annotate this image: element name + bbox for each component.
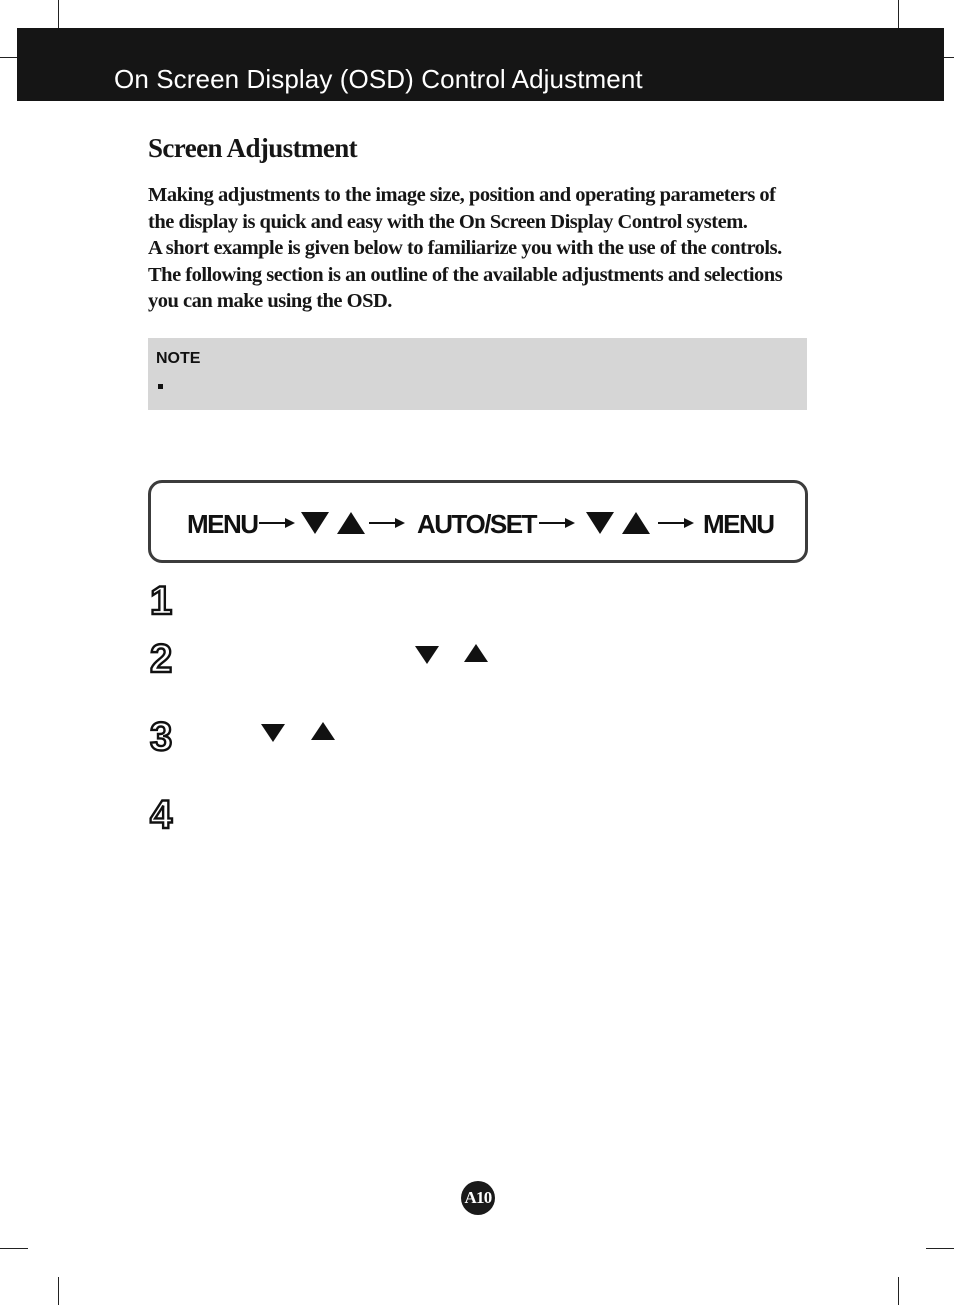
down-triangle-icon	[301, 512, 329, 534]
svg-text:2: 2	[150, 637, 173, 680]
section-title: Screen Adjustment	[148, 133, 358, 163]
crop-mark	[58, 1277, 59, 1305]
step-number-4	[148, 792, 188, 841]
up-triangle-icon	[337, 512, 365, 534]
step-number-1	[148, 578, 188, 627]
down-triangle-icon	[586, 512, 614, 534]
svg-text:3: 3	[150, 715, 173, 758]
down-triangle-icon	[415, 646, 439, 664]
menu-key-label: MENU	[187, 509, 258, 539]
svg-text:4: 4	[150, 793, 173, 836]
menu-key-label: MENU	[703, 509, 774, 539]
step-number-3	[148, 714, 188, 763]
crop-mark	[58, 0, 59, 28]
note-box	[148, 338, 807, 410]
intro-line: Making adjustments to the image size, position and operating parameters of	[148, 184, 776, 206]
intro-line: you can make using the OSD.	[148, 290, 392, 312]
page-title: On Screen Display (OSD) Control Adjustment	[114, 64, 643, 94]
crop-mark	[898, 1277, 899, 1305]
intro-line: A short example is given below to familiarize you with the use of the controls.	[148, 237, 782, 259]
arrow-right-icon	[539, 517, 575, 529]
arrow-right-icon	[259, 517, 295, 529]
intro-paragraph	[148, 182, 818, 315]
note-label: NOTE	[156, 350, 201, 367]
up-triangle-icon	[464, 644, 488, 662]
crop-mark	[0, 1248, 28, 1249]
bullet-icon	[158, 384, 163, 389]
down-triangle-icon	[261, 724, 285, 742]
crop-mark	[898, 0, 899, 28]
button-sequence-diagram	[148, 480, 808, 563]
arrow-right-icon	[369, 517, 405, 529]
crop-mark	[926, 1248, 954, 1249]
intro-line: the display is quick and easy with the On Screen Display Control system.	[148, 210, 748, 233]
up-triangle-icon	[311, 722, 335, 740]
svg-text:1: 1	[150, 579, 173, 622]
up-triangle-icon	[622, 512, 650, 534]
intro-line: The following section is an outline of the available adjustments and selections	[148, 263, 783, 286]
arrow-right-icon	[658, 517, 694, 529]
auto-set-key-label: AUTO/SET	[417, 509, 536, 539]
page-number-badge: A10	[461, 1181, 495, 1215]
step-number-2	[148, 636, 188, 685]
